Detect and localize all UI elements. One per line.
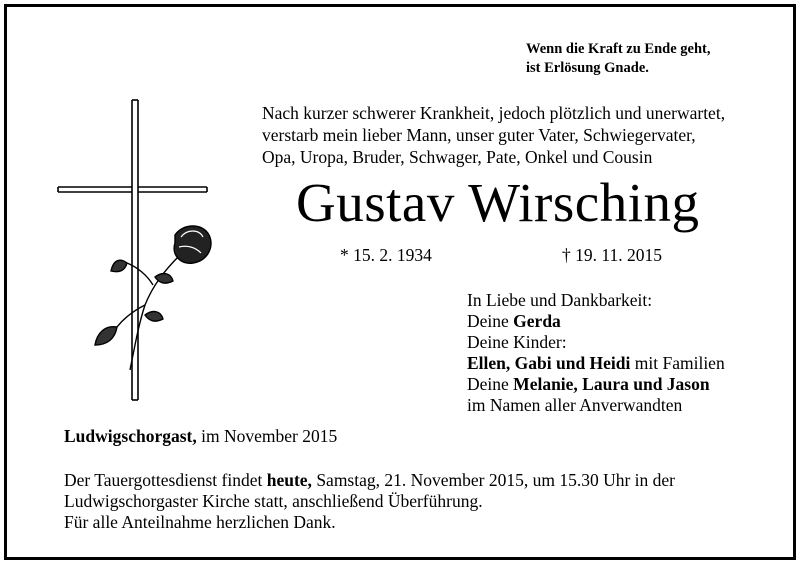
mourners-line [467,311,725,332]
service-line: Für alle Anteilnahme herzlichen Dank. [64,512,336,532]
service-text [64,470,675,533]
service-text-part: Der Tauergottesdienst findet [64,470,267,490]
mourners-text: Deine [467,311,514,331]
death-date: † 19. 11. 2015 [562,245,662,265]
motto-line: Wenn die Kraft zu Ende geht, [526,41,711,57]
birth-date: * 15. 2. 1934 [340,245,432,265]
service-bold: heute, [266,470,312,490]
mourners-bold: Ellen, Gabi und Heidi [467,353,631,373]
mourners-line [467,374,725,395]
cross-icon [55,95,230,430]
intro-line: Opa, Uropa, Bruder, Schwager, Pate, Onkel und Cousin [262,147,653,167]
deceased-name: Gustav Wirsching [296,172,700,233]
motto-line: ist Erlösung Gnade. [526,60,649,76]
mourners-text: Deine [467,374,514,394]
intro-line: Nach kurzer schwerer Krankheit, jedoch plötzlich und unerwartet, [262,103,726,123]
mourners-line: im Namen aller Anverwandten [467,395,683,415]
service-line [64,470,675,491]
mourners-list [467,290,725,416]
rose-icon [95,226,211,370]
service-text-part: Samstag, 21. November 2015, um 15.30 Uhr in der [311,470,676,490]
place-bold: Ludwigschorgast, [64,426,197,446]
intro-line: verstarb mein lieber Mann, unser guter Vater, Schwiegervater, [262,125,696,145]
mourners-text: mit Familien [630,353,725,373]
mourners-bold: Gerda [513,311,561,331]
place-date [64,426,337,447]
intro-text [262,102,725,168]
mourners-line: Deine Kinder: [467,332,567,352]
mourners-line: In Liebe und Dankbarkeit: [467,290,653,310]
mourners-line [467,353,725,374]
mourners-bold: Melanie, Laura und Jason [513,374,710,394]
place-text: im November 2015 [196,426,338,446]
motto [526,40,710,78]
service-line: Ludwigschorgaster Kirche statt, anschließend Überführung. [64,491,483,511]
